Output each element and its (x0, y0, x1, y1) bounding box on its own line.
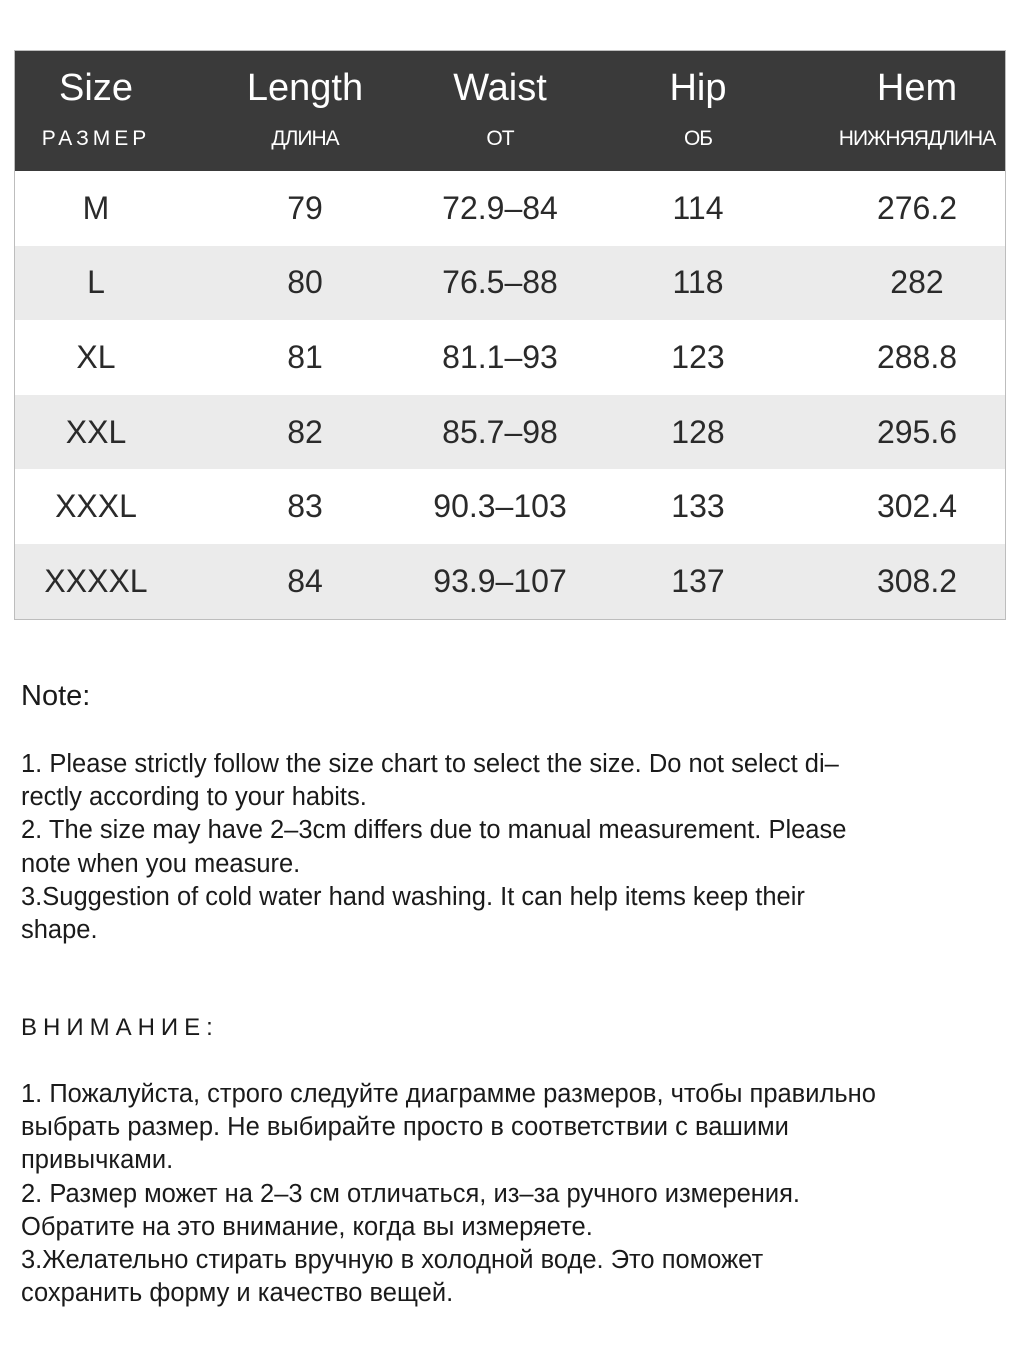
cell-waist: 85.7–98 (442, 413, 558, 450)
cell-waist: 90.3–103 (433, 488, 567, 525)
ru-note-line: 3.Желательно стирать вручную в холодной воде. Это поможет (21, 1246, 764, 1275)
cell-size: XXL (65, 413, 127, 450)
note-line: 2. The size may have 2–3cm differs due to manual measurement. Please (21, 816, 847, 845)
header-hem-en: Hem (876, 67, 958, 109)
header-length (177, 51, 433, 171)
cell-size: XXXXL (44, 562, 148, 599)
cell-hem: 282 (890, 264, 944, 301)
header-hem-ru: НИЖНЯЯДЛИНА (838, 127, 996, 150)
cell-size: M (82, 189, 110, 226)
note-line: note when you measure. (21, 849, 301, 878)
cell-hip: 118 (672, 264, 724, 301)
ru-note-line: 1. Пожалуйста, строго следуйте диаграмме размеров, чтобы правильно (21, 1080, 876, 1108)
cell-hip: 123 (671, 338, 725, 375)
header-waist (433, 51, 567, 171)
cell-waist: 76.5–88 (442, 264, 558, 301)
ru-note-line: Обратите на это внимание, когда вы измеряете. (21, 1212, 593, 1241)
cell-waist: 81.1–93 (442, 338, 558, 375)
ru-note-line: привычками. (21, 1146, 174, 1175)
cell-hem: 308.2 (876, 562, 958, 599)
cell-length: 81 (287, 338, 323, 375)
table-row (15, 395, 1005, 470)
table-row (15, 469, 1005, 544)
header-hip (567, 51, 829, 171)
ru-note-body (21, 1078, 1001, 1310)
cell-hip: 137 (671, 562, 725, 599)
ru-note-line: выбрать размер. Не выбирайте просто в соответствии с вашими (21, 1113, 789, 1142)
cell-length: 84 (287, 562, 323, 599)
note-line: 3.Suggestion of cold water hand washing. It can help items keep their (21, 882, 805, 911)
size-chart-table (14, 50, 1006, 620)
cell-hem: 288.8 (876, 338, 958, 375)
note-line: 1. Please strictly follow the size chart to select the size. Do not select di– (21, 750, 839, 778)
note-line: shape. (21, 916, 98, 945)
header-size-ru: РАЗМЕР (41, 127, 151, 150)
table-row (15, 544, 1005, 619)
note-line: rectly according to your habits. (21, 783, 367, 812)
header-hip-ru: ОБ (683, 127, 713, 150)
ru-note-line: сохранить форму и качество вещей. (21, 1279, 454, 1308)
cell-waist: 72.9–84 (442, 189, 558, 226)
ru-note-title: ВНИМАНИЕ: (21, 1014, 219, 1041)
cell-size: XXXL (55, 488, 137, 525)
ru-note-line: 2. Размер может на 2–3 см отличаться, из–за ручного измерения. (21, 1179, 800, 1208)
header-waist-ru: ОТ (486, 127, 514, 150)
header-hip-en: Hip (669, 67, 727, 109)
cell-size: XL (76, 338, 116, 375)
cell-hem: 276.2 (876, 189, 958, 226)
header-size (15, 51, 177, 171)
note-title: Note: (21, 680, 91, 712)
header-length-ru: ДЛИНА (271, 127, 339, 150)
table-header (15, 51, 1005, 171)
note-body (21, 748, 1001, 947)
cell-length: 79 (287, 189, 323, 226)
header-waist-en: Waist (453, 67, 547, 109)
header-length-en: Length (246, 67, 364, 109)
header-size-en: Size (59, 67, 133, 109)
table-row (15, 320, 1005, 395)
cell-hip: 128 (671, 413, 725, 450)
cell-waist: 93.9–107 (433, 562, 567, 599)
cell-hem: 295.6 (876, 413, 958, 450)
cell-hem: 302.4 (876, 488, 958, 525)
cell-hip: 114 (672, 189, 724, 226)
cell-length: 80 (287, 264, 323, 301)
cell-hip: 133 (671, 488, 725, 525)
cell-length: 83 (287, 488, 323, 525)
cell-length: 82 (287, 413, 323, 450)
table-row (15, 246, 1005, 321)
cell-size: L (87, 264, 105, 301)
header-hem (829, 51, 1005, 171)
table-row (15, 171, 1005, 246)
